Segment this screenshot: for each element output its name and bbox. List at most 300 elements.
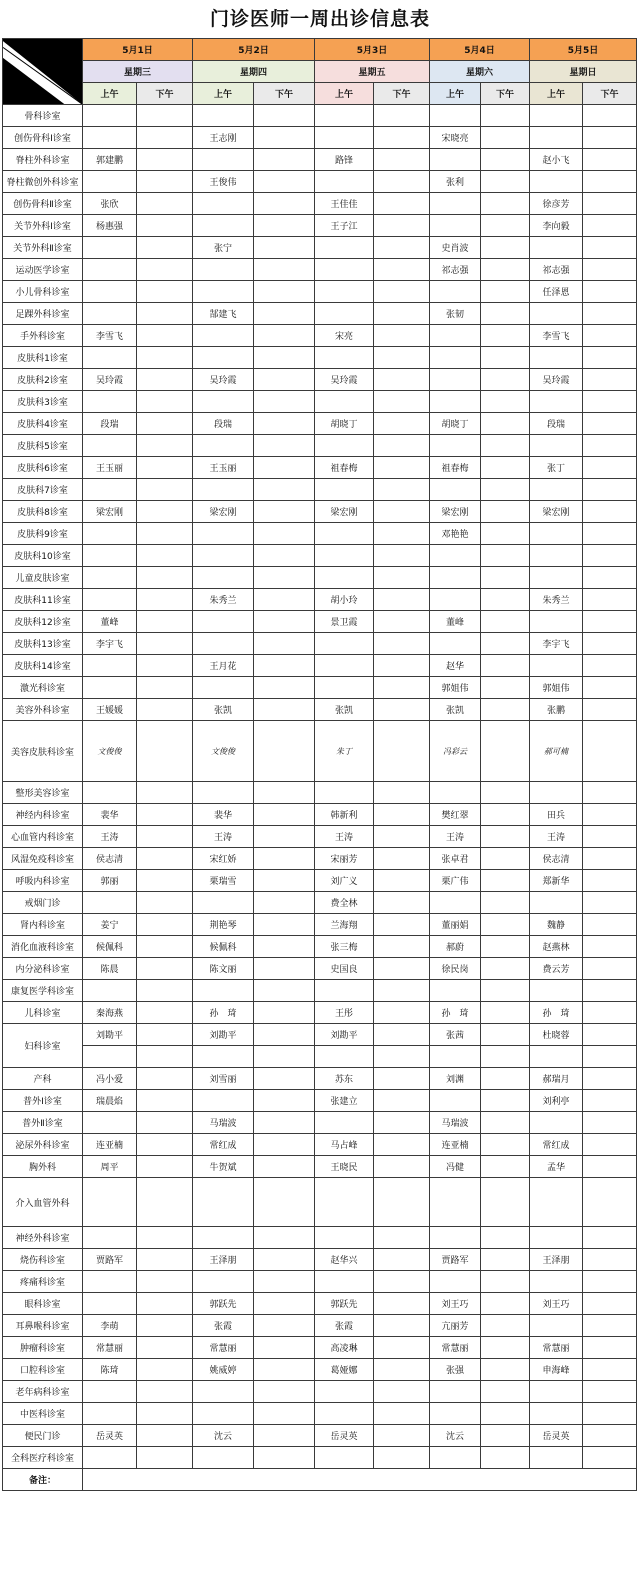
am-doctor-cell (530, 171, 583, 193)
am-doctor-cell: 栗瑞雪 (193, 870, 254, 892)
am-doctor-cell: 李向毅 (530, 215, 583, 237)
pm-doctor-cell (583, 435, 637, 457)
pm-doctor-cell (254, 848, 315, 870)
table-row (3, 892, 637, 914)
am-doctor-cell: 张利 (430, 171, 481, 193)
am-doctor-cell: 常慧丽 (83, 1337, 137, 1359)
pm-doctor-cell (374, 1002, 430, 1024)
pm-doctor-cell (254, 413, 315, 435)
date-header: 5月5日 (530, 39, 637, 61)
am-doctor-cell (193, 1178, 254, 1227)
table-row (3, 611, 637, 633)
am-doctor-cell: 王志刚 (193, 127, 254, 149)
am-doctor-cell (193, 479, 254, 501)
am-doctor-cell: 兰海翔 (315, 914, 374, 936)
pm-doctor-cell (374, 1337, 430, 1359)
pm-doctor-cell (583, 699, 637, 721)
pm-doctor-cell (137, 677, 193, 699)
pm-doctor-cell (374, 523, 430, 545)
pm-doctor-cell (137, 457, 193, 479)
am-doctor-cell (530, 479, 583, 501)
weekday-header: 星期五 (315, 61, 430, 83)
table-row (3, 523, 637, 545)
pm-doctor-cell (481, 1425, 530, 1447)
empty-cell (254, 1046, 315, 1068)
department-name: 便民门诊 (3, 1425, 83, 1447)
pm-doctor-cell (583, 721, 637, 782)
pm-doctor-cell (583, 567, 637, 589)
pm-doctor-cell (137, 303, 193, 325)
department-name: 妇科诊室 (3, 1024, 83, 1068)
pm-doctor-cell (374, 633, 430, 655)
pm-doctor-cell (583, 1315, 637, 1337)
department-name: 关节外科Ⅱ诊室 (3, 237, 83, 259)
am-doctor-cell (193, 611, 254, 633)
am-doctor-cell (430, 105, 481, 127)
pm-doctor-cell (137, 892, 193, 914)
am-doctor-cell (193, 105, 254, 127)
pm-doctor-cell (374, 1315, 430, 1337)
pm-doctor-cell (583, 413, 637, 435)
pm-doctor-cell (583, 804, 637, 826)
am-doctor-cell: 梁宏刚 (83, 501, 137, 523)
empty-cell (83, 1046, 137, 1068)
am-doctor-cell (430, 589, 481, 611)
am-doctor-cell: 文俊俊 (83, 721, 137, 782)
pm-doctor-cell (254, 1068, 315, 1090)
department-name: 足踝外科诊室 (3, 303, 83, 325)
pm-doctor-cell (137, 1381, 193, 1403)
department-name: 心血管内科诊室 (3, 826, 83, 848)
am-doctor-cell (83, 105, 137, 127)
pm-doctor-cell (137, 347, 193, 369)
pm-doctor-cell (583, 171, 637, 193)
pm-doctor-cell (481, 1249, 530, 1271)
am-header: 上午 (530, 83, 583, 105)
am-doctor-cell (530, 303, 583, 325)
am-doctor-cell: 王晓民 (315, 1156, 374, 1178)
pm-doctor-cell (254, 1134, 315, 1156)
pm-doctor-cell (254, 105, 315, 127)
pm-doctor-cell (254, 237, 315, 259)
pm-doctor-cell (481, 1337, 530, 1359)
am-doctor-cell: 沈云 (193, 1425, 254, 1447)
table-row (3, 149, 637, 171)
pm-doctor-cell (254, 782, 315, 804)
am-doctor-cell: 沈云 (430, 1425, 481, 1447)
pm-doctor-cell (583, 1403, 637, 1425)
pm-doctor-cell (374, 958, 430, 980)
pm-doctor-cell (583, 589, 637, 611)
pm-doctor-cell (137, 501, 193, 523)
pm-doctor-cell (254, 259, 315, 281)
am-doctor-cell: 苏东 (315, 1068, 374, 1090)
pm-doctor-cell (481, 347, 530, 369)
pm-doctor-cell (583, 215, 637, 237)
am-doctor-cell: 朱丁 (315, 721, 374, 782)
am-doctor-cell (430, 479, 481, 501)
pm-doctor-cell (374, 1227, 430, 1249)
pm-doctor-cell (137, 1425, 193, 1447)
pm-doctor-cell (481, 413, 530, 435)
pm-doctor-cell (374, 1271, 430, 1293)
pm-doctor-cell (481, 105, 530, 127)
pm-doctor-cell (137, 479, 193, 501)
am-doctor-cell: 郭丽 (83, 870, 137, 892)
pm-doctor-cell (481, 721, 530, 782)
am-doctor-cell: 董丽娟 (430, 914, 481, 936)
am-doctor-cell (83, 237, 137, 259)
am-doctor-cell: 胡晓丁 (315, 413, 374, 435)
pm-doctor-cell (481, 193, 530, 215)
am-doctor-cell: 宋红娇 (193, 848, 254, 870)
pm-doctor-cell (254, 1359, 315, 1381)
table-row (3, 193, 637, 215)
department-name: 皮肤科10诊室 (3, 545, 83, 567)
am-doctor-cell (193, 259, 254, 281)
am-doctor-cell: 李雪飞 (83, 325, 137, 347)
am-doctor-cell (193, 782, 254, 804)
pm-doctor-cell (254, 523, 315, 545)
pm-doctor-cell (137, 804, 193, 826)
table-row (3, 303, 637, 325)
am-header: 上午 (430, 83, 481, 105)
pm-doctor-cell (583, 1068, 637, 1090)
am-doctor-cell (83, 347, 137, 369)
am-doctor-cell (430, 281, 481, 303)
pm-doctor-cell (374, 892, 430, 914)
pm-doctor-cell (137, 1090, 193, 1112)
am-doctor-cell: 张凯 (193, 699, 254, 721)
am-doctor-cell: 张茜 (430, 1024, 481, 1046)
table-row (3, 1227, 637, 1249)
am-doctor-cell (430, 325, 481, 347)
pm-doctor-cell (481, 870, 530, 892)
pm-doctor-cell (374, 347, 430, 369)
am-doctor-cell: 吴玲霞 (530, 369, 583, 391)
am-doctor-cell: 张卓君 (430, 848, 481, 870)
am-doctor-cell (193, 633, 254, 655)
pm-doctor-cell (254, 545, 315, 567)
am-doctor-cell (430, 193, 481, 215)
pm-doctor-cell (137, 936, 193, 958)
department-name: 泌尿外科诊室 (3, 1134, 83, 1156)
department-name: 眼科诊室 (3, 1293, 83, 1315)
weekday-header: 星期四 (193, 61, 315, 83)
am-doctor-cell: 吴玲霞 (193, 369, 254, 391)
table-row (3, 369, 637, 391)
pm-doctor-cell (137, 215, 193, 237)
table-row (3, 105, 637, 127)
am-doctor-cell (530, 782, 583, 804)
table-row (3, 1002, 637, 1024)
am-doctor-cell: 孙 琦 (430, 1002, 481, 1024)
am-doctor-cell: 候佩科 (83, 936, 137, 958)
am-doctor-cell: 张鹏 (530, 699, 583, 721)
pm-doctor-cell (481, 369, 530, 391)
am-doctor-cell: 高凌琳 (315, 1337, 374, 1359)
am-doctor-cell (83, 391, 137, 413)
am-doctor-cell: 朱秀兰 (193, 589, 254, 611)
am-doctor-cell (193, 435, 254, 457)
am-doctor-cell: 梁宏刚 (430, 501, 481, 523)
am-doctor-cell: 冯彩云 (430, 721, 481, 782)
table-row (3, 980, 637, 1002)
am-header: 上午 (193, 83, 254, 105)
weekday-header: 星期日 (530, 61, 637, 83)
table-row (3, 215, 637, 237)
table-row (3, 281, 637, 303)
am-doctor-cell: 朱秀兰 (530, 589, 583, 611)
am-doctor-cell: 王泽朋 (530, 1249, 583, 1271)
pm-doctor-cell (254, 149, 315, 171)
am-doctor-cell: 郝蔚 (430, 936, 481, 958)
pm-doctor-cell (583, 127, 637, 149)
pm-doctor-cell (583, 347, 637, 369)
table-row (3, 1249, 637, 1271)
pm-doctor-cell (137, 699, 193, 721)
department-name: 普外Ⅰ诊室 (3, 1090, 83, 1112)
am-doctor-cell: 姜宁 (83, 914, 137, 936)
department-name: 创伤骨科Ⅰ诊室 (3, 127, 83, 149)
department-name: 全科医疗科诊室 (3, 1447, 83, 1469)
am-doctor-cell (83, 171, 137, 193)
header-corner (3, 39, 83, 105)
am-doctor-cell: 刘勘平 (315, 1024, 374, 1046)
pm-doctor-cell (137, 237, 193, 259)
am-doctor-cell: 吴玲霞 (315, 369, 374, 391)
pm-doctor-cell (374, 1447, 430, 1469)
pm-doctor-cell (374, 567, 430, 589)
table-row (3, 237, 637, 259)
table-row (3, 567, 637, 589)
pm-header: 下午 (137, 83, 193, 105)
am-doctor-cell: 刘雪丽 (193, 1068, 254, 1090)
pm-doctor-cell (374, 980, 430, 1002)
am-doctor-cell: 吴玲霞 (83, 369, 137, 391)
pm-doctor-cell (481, 914, 530, 936)
am-doctor-cell: 段瑞 (193, 413, 254, 435)
pm-doctor-cell (583, 369, 637, 391)
pm-doctor-cell (583, 501, 637, 523)
am-doctor-cell: 冯健 (430, 1156, 481, 1178)
am-doctor-cell (430, 545, 481, 567)
department-name: 老年病科诊室 (3, 1381, 83, 1403)
department-name: 口腔科诊室 (3, 1359, 83, 1381)
department-name: 消化血液科诊室 (3, 936, 83, 958)
am-doctor-cell (430, 1227, 481, 1249)
pm-doctor-cell (137, 826, 193, 848)
pm-doctor-cell (374, 870, 430, 892)
pm-doctor-cell (254, 870, 315, 892)
table-row (3, 457, 637, 479)
department-name: 整形美容诊室 (3, 782, 83, 804)
am-doctor-cell (530, 105, 583, 127)
pm-doctor-cell (254, 1156, 315, 1178)
am-doctor-cell (83, 655, 137, 677)
pm-doctor-cell (374, 1359, 430, 1381)
pm-doctor-cell (254, 303, 315, 325)
am-doctor-cell (315, 1227, 374, 1249)
department-name: 骨科诊室 (3, 105, 83, 127)
am-doctor-cell (193, 523, 254, 545)
am-doctor-cell (530, 127, 583, 149)
pm-doctor-cell (374, 782, 430, 804)
pm-doctor-cell (481, 699, 530, 721)
am-doctor-cell (530, 980, 583, 1002)
pm-doctor-cell (137, 259, 193, 281)
pm-doctor-cell (481, 435, 530, 457)
weekday-header: 星期六 (430, 61, 530, 83)
department-name: 康复医学科诊室 (3, 980, 83, 1002)
pm-doctor-cell (374, 369, 430, 391)
pm-doctor-cell (481, 567, 530, 589)
am-doctor-cell (193, 1381, 254, 1403)
am-doctor-cell (315, 567, 374, 589)
am-doctor-cell (530, 655, 583, 677)
notes-label: 备注： (3, 1469, 83, 1491)
am-doctor-cell: 荆艳琴 (193, 914, 254, 936)
pm-doctor-cell (254, 127, 315, 149)
pm-doctor-cell (254, 325, 315, 347)
pm-doctor-cell (374, 1068, 430, 1090)
pm-doctor-cell (374, 479, 430, 501)
am-doctor-cell: 王涛 (430, 826, 481, 848)
pm-doctor-cell (481, 1156, 530, 1178)
pm-doctor-cell (374, 826, 430, 848)
department-name: 激光科诊室 (3, 677, 83, 699)
am-doctor-cell (83, 1112, 137, 1134)
am-doctor-cell (530, 1112, 583, 1134)
department-name: 耳鼻喉科诊室 (3, 1315, 83, 1337)
table-row (3, 677, 637, 699)
pm-doctor-cell (374, 677, 430, 699)
pm-doctor-cell (137, 193, 193, 215)
pm-doctor-cell (254, 677, 315, 699)
table-row (3, 545, 637, 567)
pm-doctor-cell (137, 281, 193, 303)
pm-doctor-cell (374, 936, 430, 958)
table-row (3, 1381, 637, 1403)
pm-doctor-cell (254, 1271, 315, 1293)
table-row (3, 589, 637, 611)
am-doctor-cell: 亢丽芳 (430, 1315, 481, 1337)
department-name: 神经内科诊室 (3, 804, 83, 826)
pm-doctor-cell (583, 545, 637, 567)
am-doctor-cell: 王涛 (83, 826, 137, 848)
pm-doctor-cell (137, 848, 193, 870)
am-doctor-cell (315, 391, 374, 413)
am-doctor-cell: 宋亮 (315, 325, 374, 347)
am-doctor-cell (83, 523, 137, 545)
pm-doctor-cell (583, 1024, 637, 1046)
am-doctor-cell (193, 1403, 254, 1425)
pm-doctor-cell (481, 281, 530, 303)
department-name: 脊柱微创外科诊室 (3, 171, 83, 193)
am-doctor-cell (83, 281, 137, 303)
pm-doctor-cell (583, 149, 637, 171)
am-doctor-cell (83, 980, 137, 1002)
am-doctor-cell (430, 347, 481, 369)
am-doctor-cell: 杜晓蓉 (530, 1024, 583, 1046)
am-doctor-cell: 王佳佳 (315, 193, 374, 215)
schedule-table (2, 38, 637, 1491)
am-header: 上午 (315, 83, 374, 105)
pm-doctor-cell (137, 1134, 193, 1156)
am-doctor-cell: 董峰 (83, 611, 137, 633)
pm-doctor-cell (583, 259, 637, 281)
pm-doctor-cell (481, 677, 530, 699)
am-doctor-cell (430, 391, 481, 413)
pm-doctor-cell (583, 1112, 637, 1134)
am-doctor-cell: 张丁 (530, 457, 583, 479)
department-name: 皮肤科2诊室 (3, 369, 83, 391)
pm-doctor-cell (137, 1068, 193, 1090)
am-doctor-cell: 郭姐伟 (430, 677, 481, 699)
am-doctor-cell: 王子江 (315, 215, 374, 237)
department-name: 皮肤科6诊室 (3, 457, 83, 479)
pm-doctor-cell (374, 1249, 430, 1271)
am-doctor-cell (83, 892, 137, 914)
table-row (3, 1315, 637, 1337)
pm-doctor-cell (254, 457, 315, 479)
am-doctor-cell (530, 435, 583, 457)
am-doctor-cell (430, 149, 481, 171)
am-doctor-cell (530, 545, 583, 567)
am-doctor-cell (315, 259, 374, 281)
am-doctor-cell: 连亚楠 (83, 1134, 137, 1156)
department-name: 皮肤科5诊室 (3, 435, 83, 457)
pm-doctor-cell (481, 523, 530, 545)
table-row (3, 699, 637, 721)
am-doctor-cell: 王涛 (193, 826, 254, 848)
am-doctor-cell (83, 303, 137, 325)
am-doctor-cell: 祁志强 (530, 259, 583, 281)
department-name: 皮肤科9诊室 (3, 523, 83, 545)
am-doctor-cell (193, 1447, 254, 1469)
pm-doctor-cell (254, 479, 315, 501)
pm-doctor-cell (481, 149, 530, 171)
pm-doctor-cell (254, 171, 315, 193)
pm-doctor-cell (583, 479, 637, 501)
pm-doctor-cell (137, 1315, 193, 1337)
am-doctor-cell: 魏静 (530, 914, 583, 936)
am-doctor-cell: 李雪飞 (530, 325, 583, 347)
am-doctor-cell: 费云芳 (530, 958, 583, 980)
pm-doctor-cell (481, 259, 530, 281)
table-row (3, 782, 637, 804)
table-row (3, 259, 637, 281)
am-doctor-cell: 郭建鹏 (83, 149, 137, 171)
am-doctor-cell (430, 633, 481, 655)
am-doctor-cell (430, 1090, 481, 1112)
pm-doctor-cell (254, 1249, 315, 1271)
am-doctor-cell (430, 215, 481, 237)
pm-doctor-cell (254, 1403, 315, 1425)
pm-doctor-cell (137, 567, 193, 589)
am-doctor-cell: 段瑞 (83, 413, 137, 435)
pm-doctor-cell (254, 281, 315, 303)
pm-doctor-cell (481, 237, 530, 259)
am-doctor-cell: 牛贺斌 (193, 1156, 254, 1178)
am-doctor-cell (193, 325, 254, 347)
am-doctor-cell: 张强 (430, 1359, 481, 1381)
table-row (3, 870, 637, 892)
table-row (3, 479, 637, 501)
pm-doctor-cell (583, 303, 637, 325)
pm-doctor-cell (254, 1315, 315, 1337)
pm-doctor-cell (137, 105, 193, 127)
